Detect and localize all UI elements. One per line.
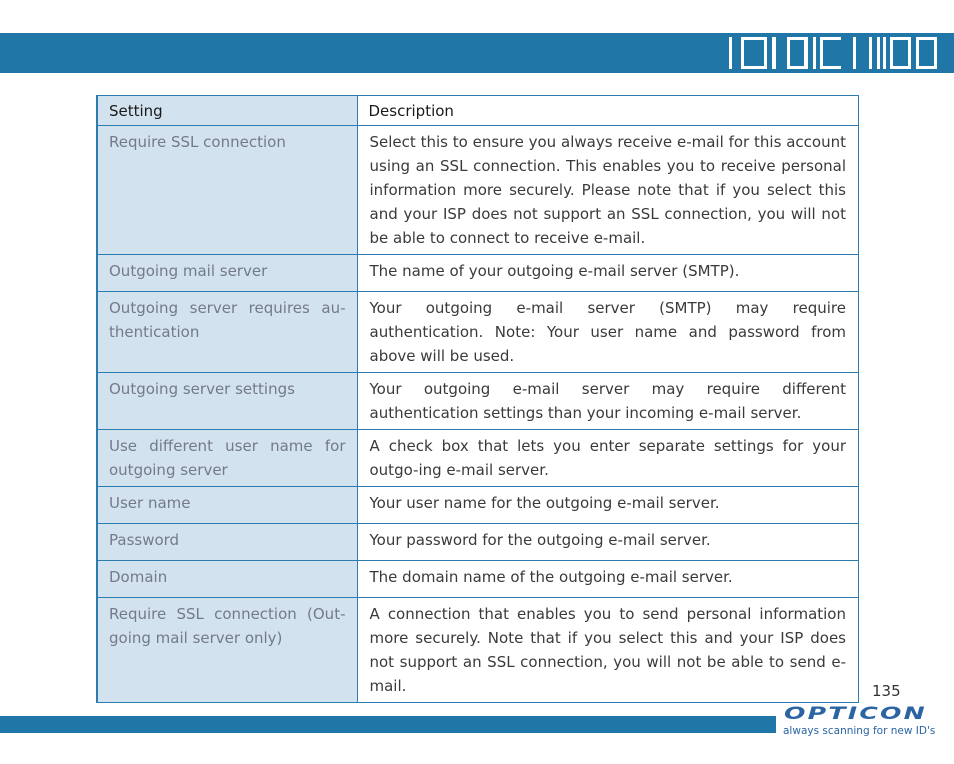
description-cell: A connection that enables you to send personal information more securely. Note that if you select this and your ISP does not support an SSL connection, you will not be able to send e-mail. [357,598,859,703]
table-row [97,598,859,703]
footer-band [0,716,776,733]
setting-cell: Use different user name for outgoing server [97,430,357,487]
table-row [97,561,859,598]
logo-text: OPTICON [784,704,927,723]
table-row [97,126,859,255]
table-row [97,292,859,373]
column-header-setting: Setting [97,96,357,126]
setting-cell: Require SSL connection [97,126,357,255]
setting-cell: Outgoing mail server [97,255,357,292]
table-row [97,430,859,487]
table-row [97,255,859,292]
description-cell: The domain name of the outgoing e-mail server. [357,561,859,598]
description-cell: Your password for the outgoing e-mail server. [357,524,859,561]
tagline: always scanning for new ID's [783,725,936,737]
description-cell: The name of your outgoing e-mail server (SMTP). [357,255,859,292]
description-cell: Select this to ensure you always receive e-mail for this account using an SSL connection. This enables you to receive personal information more securely. Please note that if you select this and your ISP does not support an SSL connection, you will not be able to connect to receive e-mail. [357,126,859,255]
table-row [97,373,859,430]
setting-cell: Outgoing server settings [97,373,357,430]
table-row [97,524,859,561]
setting-cell: Require SSL connection (Out-going mail server only) [97,598,357,703]
barcode-icon [720,34,942,72]
column-header-description: Description [357,96,859,126]
setting-cell: Password [97,524,357,561]
page-number: 135 [872,682,901,700]
setting-cell: Outgoing server requires au-thentication [97,292,357,373]
description-cell: Your user name for the outgoing e-mail server. [357,487,859,524]
description-cell: A check box that lets you enter separate settings for your outgo-ing e-mail server. [357,430,859,487]
setting-cell: Domain [97,561,357,598]
setting-cell: User name [97,487,357,524]
table-row [97,487,859,524]
table-header-row [97,96,859,126]
description-cell: Your outgoing e-mail server may require different authentication settings than your incoming e-mail server. [357,373,859,430]
opticon-logo [783,703,929,723]
description-cell: Your outgoing e-mail server (SMTP) may require authentication. Note: Your user name and password from above will be used. [357,292,859,373]
settings-table [96,95,859,703]
